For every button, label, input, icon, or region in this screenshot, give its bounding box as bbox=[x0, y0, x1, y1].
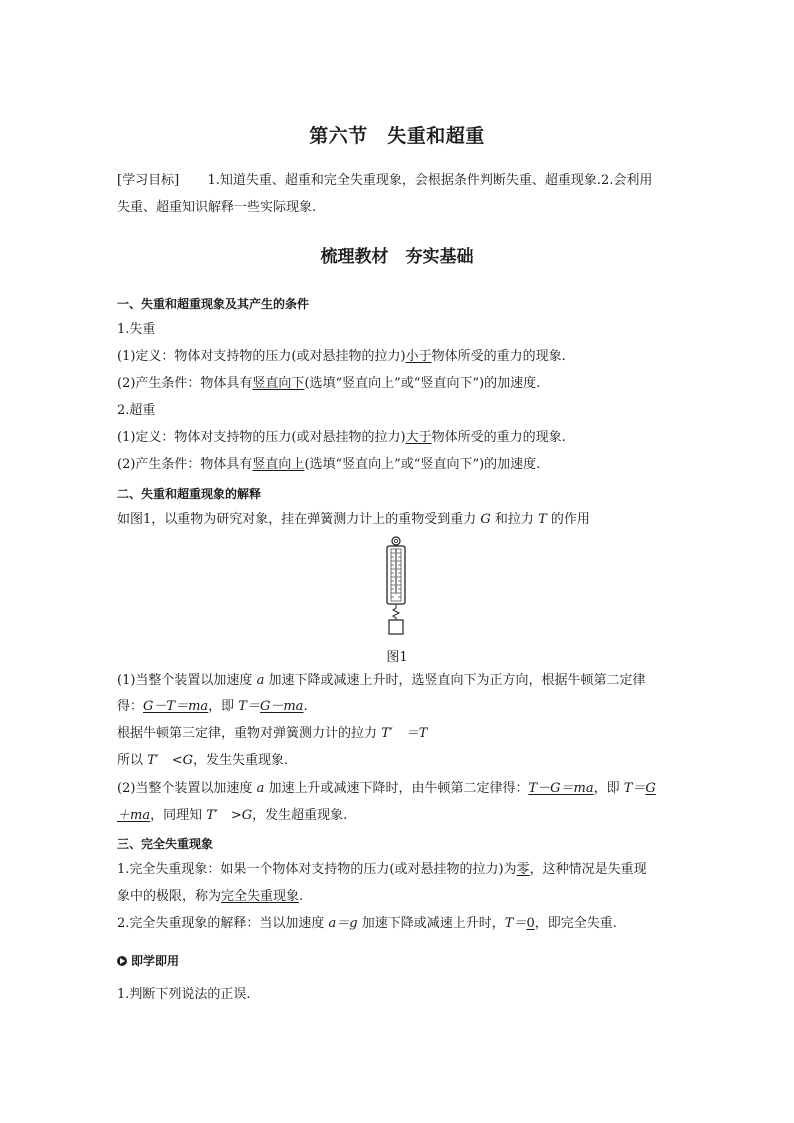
section-title: 梳理教材 夯实基础 bbox=[320, 247, 474, 267]
objectives-label: [学习目标] bbox=[117, 173, 180, 188]
text-segment: 和拉力 bbox=[490, 512, 539, 527]
equation: T′ ＝T bbox=[381, 726, 428, 741]
fill-blank-answer: 零 bbox=[516, 862, 530, 877]
text-segment: 物体所受的重力的现象. bbox=[431, 349, 566, 364]
equation: T′ <G bbox=[147, 753, 194, 768]
part1-s2-condition bbox=[117, 456, 540, 474]
objectives-text-2: 失重、超重知识解释一些实际现象. bbox=[117, 200, 317, 215]
part3-line3 bbox=[117, 915, 617, 933]
figure-caption: 图1 bbox=[386, 650, 408, 665]
text-segment: 2.完全失重现象的解释：当以加速度 bbox=[117, 916, 329, 931]
text-segment: 的作用 bbox=[546, 512, 590, 527]
part2-p1-line3 bbox=[117, 725, 427, 743]
equation: T＝ bbox=[504, 916, 527, 931]
spring-scale-icon bbox=[380, 536, 412, 636]
text-segment: (1)定义：物体对支持物的压力(或对悬挂物的拉力) bbox=[117, 430, 406, 445]
text-segment: 加速下降或减速上升时， bbox=[357, 916, 505, 931]
part1-s1-condition bbox=[117, 375, 540, 393]
part1-s1-definition bbox=[117, 348, 566, 366]
fill-blank-answer: 竖直向下 bbox=[252, 376, 305, 391]
part3-line1 bbox=[117, 861, 647, 879]
text-segment: ，这种情况是失重现 bbox=[529, 862, 647, 877]
text-segment: 物体所受的重力的现象. bbox=[431, 430, 566, 445]
fill-blank-answer: 竖直向上 bbox=[252, 457, 305, 472]
part2-p2-line1 bbox=[117, 780, 656, 798]
part2-p1-line1 bbox=[117, 672, 645, 690]
practice-heading bbox=[117, 952, 179, 970]
fill-blank-answer: T－G＝ma bbox=[528, 781, 594, 796]
text-segment: ，即 bbox=[208, 699, 239, 714]
page-title: 第六节 失重和超重 bbox=[309, 125, 485, 147]
text-segment: (2)当整个装置以加速度 bbox=[117, 781, 257, 796]
text-segment: (选填“竖直向上”或“竖直向下”)的加速度. bbox=[304, 376, 541, 391]
practice-heading-text: 即学即用 bbox=[131, 954, 180, 968]
part2-heading: 二、失重和超重现象的解释 bbox=[117, 487, 262, 501]
fill-blank-answer: 大于 bbox=[405, 430, 432, 445]
text-segment: 根据牛顿第三定律，重物对弹簧测力计的拉力 bbox=[117, 726, 382, 741]
part1-s1-title: 1.失重 bbox=[117, 322, 156, 337]
text-segment: ，发生失重现象. bbox=[193, 753, 289, 768]
part2-p1-line2 bbox=[117, 698, 308, 716]
text-segment: ，发生超重现象. bbox=[252, 808, 348, 823]
text-segment: 得： bbox=[117, 699, 144, 714]
text-segment: (1)当整个装置以加速度 bbox=[117, 673, 257, 688]
part1-s2-title: 2.超重 bbox=[117, 403, 156, 418]
text-segment: (选填“竖直向上”或“竖直向下”)的加速度. bbox=[304, 457, 541, 472]
text-segment: (1)定义：物体对支持物的压力(或对悬挂物的拉力) bbox=[117, 349, 406, 364]
spring-scale-figure bbox=[380, 536, 412, 640]
fill-blank-answer: ＋ma bbox=[117, 808, 151, 823]
text-segment: 1.完全失重现象：如果一个物体对支持物的压力(或对悬挂物的拉力)为 bbox=[117, 862, 517, 877]
text-segment: 所以 bbox=[117, 753, 148, 768]
equation: T＝ bbox=[238, 699, 260, 714]
part3-heading: 三、完全失重现象 bbox=[117, 837, 214, 851]
practice-q1: 1.判断下列说法的正误. bbox=[117, 987, 251, 1002]
text-segment: (2)产生条件：物体具有 bbox=[117, 457, 253, 472]
text-segment: ，即完全失重. bbox=[534, 916, 617, 931]
text-segment: (2)产生条件：物体具有 bbox=[117, 376, 253, 391]
objectives-line-2 bbox=[117, 199, 316, 217]
text-segment: 加速下降或减速上升时，选竖直向下为正方向，根据牛顿第二定律 bbox=[264, 673, 646, 688]
part2-intro bbox=[117, 511, 590, 529]
text-segment: ，即 bbox=[593, 781, 624, 796]
part1-heading: 一、失重和超重现象及其产生的条件 bbox=[117, 297, 310, 311]
part3-line2 bbox=[117, 888, 303, 906]
fill-blank-answer: 小于 bbox=[405, 349, 432, 364]
fill-blank-answer: G bbox=[645, 781, 656, 796]
text-segment: ，同理知 bbox=[150, 808, 207, 823]
part2-p2-line2 bbox=[117, 807, 347, 825]
text-segment: . bbox=[303, 699, 308, 714]
fill-blank-answer: G－ma bbox=[259, 699, 304, 714]
fill-blank-answer: G－T＝ma bbox=[143, 699, 209, 714]
fill-blank-answer: 完全失重现象 bbox=[221, 889, 300, 904]
equation: T′ >G bbox=[206, 808, 253, 823]
equation: a＝g bbox=[328, 916, 358, 931]
text-segment: 加速上升或减速下降时，由牛顿第二定律得： bbox=[264, 781, 529, 796]
equation: T＝ bbox=[623, 781, 646, 796]
objectives-line-1 bbox=[117, 172, 652, 190]
text-segment: 象中的极限，称为 bbox=[117, 889, 222, 904]
objectives-text-1: 1.知道失重、超重和完全失重现象，会根据条件判断失重、超重现象.2.会利用 bbox=[207, 173, 653, 188]
play-circle-icon bbox=[117, 956, 127, 966]
part1-s2-definition bbox=[117, 429, 566, 447]
part2-p1-line4 bbox=[117, 752, 288, 770]
variable: T bbox=[538, 512, 547, 527]
text-segment: 如图1，以重物为研究对象，挂在弹簧测力计上的重物受到重力 bbox=[117, 512, 481, 527]
fill-blank-answer: 0 bbox=[526, 916, 535, 931]
variable: a bbox=[256, 781, 265, 796]
variable: a bbox=[256, 673, 265, 688]
variable: G bbox=[480, 512, 491, 527]
text-segment: . bbox=[299, 889, 304, 904]
